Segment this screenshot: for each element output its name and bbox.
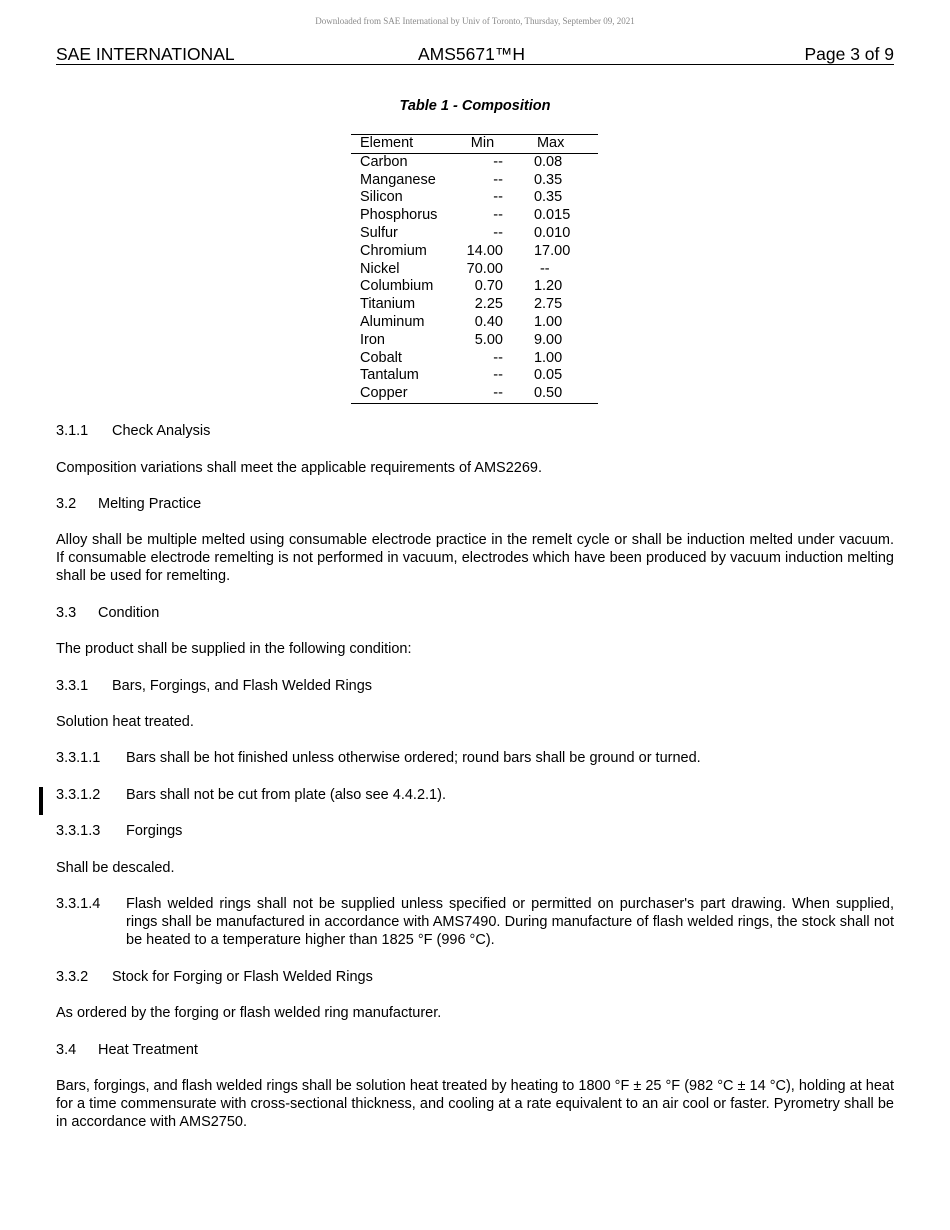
clause-3-3-1-2 [56,787,894,805]
min-cell: -- [493,385,503,402]
download-watermark: Downloaded from SAE International by Univ of Toronto, Thursday, September 09, 2021 [315,16,635,26]
min-cell: -- [493,349,503,366]
max-cell: -- [539,260,550,277]
min-cell: 14.00 [466,242,503,259]
element-cell: Silicon [360,189,403,206]
table-header-row [351,135,598,154]
element-cell: Copper [360,385,408,402]
min-cell: -- [493,189,503,206]
table-row [351,243,598,261]
heading-3-3-1-3 [56,823,894,841]
clause-3-3-1-1 [56,750,894,768]
table-row [351,367,598,385]
table-row [351,225,598,243]
min-cell: 2.25 [474,296,503,313]
element-cell: Carbon [360,153,408,170]
table-row [351,278,598,296]
clause-3-3-1-4 [56,896,894,949]
section-title: Check Analysis [112,423,211,439]
revision-change-bar [39,787,43,815]
max-cell: 0.50 [533,385,563,402]
paragraph-3-3-1-3: Shall be descaled. [56,860,175,876]
heading-3-1-1 [56,423,894,441]
max-cell: 17.00 [533,242,571,259]
column-header-min: Min [462,135,503,154]
clause-text: Flash welded rings shall not be supplied unless specified or permitted on purchaser's part drawing. When supplied, rings shall be manufactured in accordance with AMS7490. During manufacture of flash welded rings, the stock shall not be heated to a temperature higher than 1825 °F (996 °C). [126,896,894,948]
section-number: 3.4 [56,1042,77,1058]
paragraph-3-3-2: As ordered by the forging or flash welded ring manufacturer. [56,1005,442,1021]
table-row [351,385,598,403]
table-row [351,153,598,171]
table-row [351,172,598,190]
header-organization: SAE INTERNATIONAL [56,44,235,64]
element-cell: Iron [360,331,385,348]
section-number: 3.3.1.1 [56,750,101,766]
section-number: 3.2 [56,496,77,512]
section-number: 3.3 [56,605,77,621]
element-cell: Manganese [360,171,436,188]
column-header-max: Max [503,135,598,154]
section-number: 3.3.2 [56,969,89,985]
element-cell: Nickel [360,260,400,277]
max-cell: 0.05 [533,367,563,384]
min-cell: -- [493,367,503,384]
element-cell: Phosphorus [360,207,438,224]
element-cell: Columbium [360,278,434,295]
heading-3-3-2 [56,969,894,987]
section-title: Forgings [126,823,183,839]
section-title: Heat Treatment [98,1042,198,1058]
section-title: Melting Practice [98,496,202,512]
max-cell: 0.35 [533,171,563,188]
element-cell: Tantalum [360,367,419,384]
max-cell: 9.00 [533,331,563,348]
table-row [351,296,598,314]
paragraph-3-3-1: Solution heat treated. [56,714,194,730]
clause-text: Bars shall not be cut from plate (also see 4.4.2.1). [126,787,446,803]
min-cell: -- [493,224,503,241]
heading-3-2 [56,496,894,514]
paragraph-3-3: The product shall be supplied in the following condition: [56,641,412,657]
max-cell: 0.015 [533,207,571,224]
element-cell: Chromium [360,242,427,259]
min-cell: -- [493,153,503,170]
header-page-number: Page 3 of 9 [804,44,894,64]
page-header [56,44,894,65]
element-cell: Titanium [360,296,416,313]
table-row [351,189,598,207]
section-number: 3.3.1.3 [56,823,101,839]
section-title: Bars, Forgings, and Flash Welded Rings [112,678,373,694]
max-cell: 0.010 [533,224,571,241]
min-cell: -- [493,207,503,224]
min-cell: -- [493,171,503,188]
table-title: Table 1 - Composition [399,98,551,114]
column-header-element: Element [351,135,462,154]
element-cell: Aluminum [360,313,425,330]
heading-3-3-1 [56,678,894,696]
min-cell: 0.40 [474,313,503,330]
table-row [351,350,598,368]
max-cell: 1.20 [533,278,563,295]
max-cell: 2.75 [533,296,563,313]
clause-text: Bars shall be hot finished unless otherwise ordered; round bars shall be ground or turned. [126,750,701,766]
table-row [351,332,598,350]
section-number: 3.3.1 [56,678,89,694]
max-cell: 0.35 [533,189,563,206]
heading-3-4 [56,1042,894,1060]
element-cell: Sulfur [360,224,398,241]
min-cell: 0.70 [474,278,503,295]
section-title: Condition [98,605,160,621]
section-number: 3.3.1.2 [56,787,101,803]
table-row [351,261,598,279]
min-cell: 5.00 [474,331,503,348]
element-cell: Cobalt [360,349,402,366]
heading-3-3 [56,605,894,623]
paragraph-3-2: Alloy shall be multiple melted using consumable electrode practice in the remelt cycle or shall be induction melted under vacuum. If consumable electrode remelting is not performed in vacuum, electrodes which have been produced by vacuum induction melting shall be used for remelting. [56,532,894,584]
section-number: 3.1.1 [56,423,89,439]
max-cell: 1.00 [533,313,563,330]
max-cell: 1.00 [533,349,563,366]
max-cell: 0.08 [533,153,563,170]
table-row [351,207,598,225]
paragraph-3-1-1: Composition variations shall meet the applicable requirements of AMS2269. [56,460,543,476]
min-cell: 70.00 [466,260,503,277]
header-document-number: AMS5671™H [418,44,525,64]
composition-table [351,134,598,404]
paragraph-3-4: Bars, forgings, and flash welded rings shall be solution heat treated by heating to 1800 °F ± 25 °F (982 °C ± 14 °C), holding at heat for a time commensurate with cross-sectional thickness, and cooling at a rate equivalent to an air cool or faster. Pyrometry shall be in accordance with AMS2750. [56,1078,894,1130]
section-number: 3.3.1.4 [56,896,101,912]
table-row [351,314,598,332]
section-title: Stock for Forging or Flash Welded Rings [112,969,373,985]
